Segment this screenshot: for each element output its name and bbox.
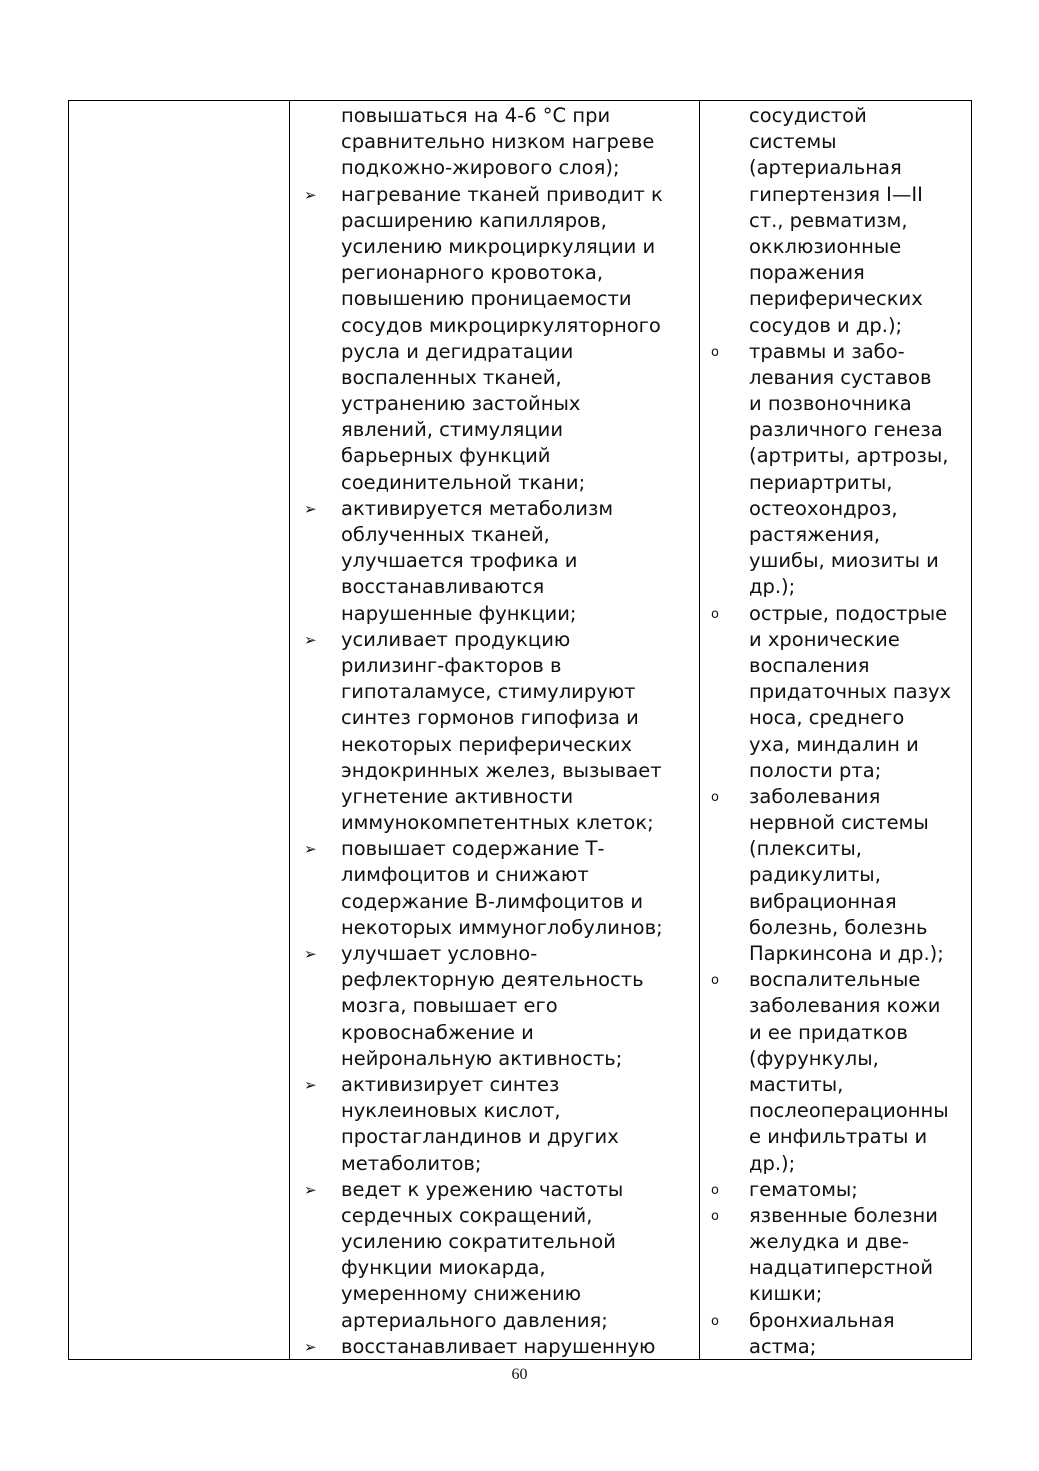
line-text: полости рта; bbox=[749, 758, 882, 782]
text-line bbox=[699, 417, 971, 443]
text-line bbox=[699, 129, 971, 155]
text-line bbox=[699, 758, 971, 784]
text-line bbox=[289, 129, 699, 155]
line-text: явлений, стимуляции bbox=[341, 418, 563, 442]
text-line bbox=[699, 1020, 971, 1046]
arrow-bullet-icon: ➢ bbox=[304, 945, 317, 963]
line-text: ст., ревматизм, bbox=[749, 208, 908, 232]
line-text: (артриты, артрозы, bbox=[749, 444, 949, 468]
text-line bbox=[289, 1098, 699, 1124]
line-text: кровоснабжение и bbox=[341, 1020, 534, 1044]
text-line bbox=[289, 234, 699, 260]
text-line bbox=[289, 417, 699, 443]
text-line bbox=[699, 522, 971, 548]
arrow-bullet-icon: ➢ bbox=[304, 1075, 317, 1094]
text-line bbox=[699, 967, 971, 993]
line-text: устранению застойных bbox=[341, 392, 581, 416]
line-text: подкожно-жирового слоя); bbox=[341, 156, 620, 180]
text-line bbox=[699, 155, 971, 181]
line-text: рефлекторную деятельность bbox=[341, 968, 644, 992]
text-line bbox=[289, 862, 699, 888]
line-text: др.); bbox=[749, 575, 796, 599]
page-number: 60 bbox=[511, 1366, 528, 1383]
text-line bbox=[699, 1334, 971, 1360]
text-line bbox=[699, 1124, 971, 1150]
line-text: гипертензия I—II bbox=[749, 182, 923, 206]
line-text: соединительной ткани; bbox=[341, 470, 586, 494]
text-line bbox=[289, 260, 699, 286]
text-line bbox=[289, 653, 699, 679]
line-text: травмы и забо- bbox=[749, 339, 905, 363]
text-line bbox=[289, 313, 699, 339]
line-text: рилизинг-факторов в bbox=[341, 653, 562, 677]
circle-bullet-icon: o bbox=[711, 344, 719, 360]
text-line bbox=[289, 836, 699, 862]
line-text: мозга, повышает его bbox=[341, 994, 558, 1018]
line-text: ведет к урежению частоты bbox=[341, 1177, 624, 1201]
line-text: нагревание тканей приводит к bbox=[341, 182, 663, 206]
line-text: содержание В-лимфоцитов и bbox=[341, 889, 644, 913]
text-line bbox=[289, 732, 699, 758]
line-text: повышает содержание Т- bbox=[341, 837, 605, 861]
arrow-bullet-icon: ➢ bbox=[304, 499, 317, 518]
line-text: уха, миндалин и bbox=[749, 732, 919, 756]
text-line bbox=[699, 1046, 971, 1072]
line-text: сосудистой bbox=[749, 104, 867, 127]
line-text: простагландинов и других bbox=[341, 1125, 619, 1149]
line-text: послеоперационны bbox=[749, 1099, 949, 1123]
line-text: надцатиперстной bbox=[749, 1256, 933, 1280]
line-text: сосудов и др.); bbox=[749, 313, 903, 337]
circle-bullet-icon: o bbox=[711, 1182, 719, 1198]
line-text: улучшается трофика и bbox=[341, 549, 578, 573]
text-line bbox=[699, 1177, 971, 1203]
line-text: периартриты, bbox=[749, 470, 893, 494]
line-text: гематомы; bbox=[749, 1177, 858, 1201]
text-line bbox=[699, 784, 971, 810]
text-line bbox=[289, 1203, 699, 1229]
text-line bbox=[289, 286, 699, 312]
text-line bbox=[699, 313, 971, 339]
line-text: угнетение активности bbox=[341, 784, 574, 808]
text-line bbox=[699, 496, 971, 522]
text-line bbox=[289, 1255, 699, 1281]
indications-list bbox=[699, 103, 971, 1360]
table-column-empty bbox=[69, 101, 290, 1359]
table-column-indications bbox=[699, 101, 971, 1359]
line-text: активизирует синтез bbox=[341, 1072, 560, 1096]
text-line bbox=[699, 182, 971, 208]
line-text: др.); bbox=[749, 1151, 796, 1175]
line-text: желудка и две- bbox=[749, 1230, 909, 1254]
text-line bbox=[699, 391, 971, 417]
text-line bbox=[699, 339, 971, 365]
text-line bbox=[289, 889, 699, 915]
text-line bbox=[289, 705, 699, 731]
text-line bbox=[699, 810, 971, 836]
line-text: активируется метаболизм bbox=[341, 496, 614, 520]
line-text: повышаться на 4-6 °С при bbox=[341, 104, 611, 127]
text-line bbox=[289, 758, 699, 784]
line-text: различного генеза bbox=[749, 418, 943, 442]
text-line bbox=[699, 1255, 971, 1281]
arrow-bullet-icon: ➢ bbox=[304, 840, 317, 859]
arrow-bullet-icon: ➢ bbox=[304, 630, 317, 649]
line-text: барьерных функций bbox=[341, 444, 551, 468]
text-line bbox=[699, 103, 971, 129]
text-line bbox=[289, 496, 699, 522]
line-text: воспалительные bbox=[749, 968, 921, 992]
text-line bbox=[699, 1281, 971, 1307]
circle-bullet-icon: o bbox=[711, 789, 719, 805]
line-text: острые, подострые bbox=[749, 601, 948, 625]
circle-bullet-icon: o bbox=[711, 973, 719, 989]
text-line bbox=[699, 365, 971, 391]
line-text: периферических bbox=[749, 287, 923, 311]
table-column-effects bbox=[289, 101, 700, 1359]
text-line bbox=[699, 1151, 971, 1177]
line-text: функции миокарда, bbox=[341, 1256, 546, 1280]
line-text: воспаленных тканей, bbox=[341, 365, 562, 389]
line-text: сравнительно низком нагреве bbox=[341, 130, 655, 154]
text-line bbox=[289, 1124, 699, 1150]
text-line bbox=[289, 967, 699, 993]
text-line bbox=[699, 889, 971, 915]
text-line bbox=[289, 574, 699, 600]
line-text: некоторых иммуноглобулинов; bbox=[341, 915, 663, 939]
line-text: лимфоцитов и снижают bbox=[341, 863, 589, 887]
text-line bbox=[699, 470, 971, 496]
line-text: усилению сократительной bbox=[341, 1230, 616, 1254]
line-text: умеренному снижению bbox=[341, 1282, 582, 1306]
text-line bbox=[699, 836, 971, 862]
text-line bbox=[289, 810, 699, 836]
text-line bbox=[289, 1020, 699, 1046]
line-text: носа, среднего bbox=[749, 706, 905, 730]
text-line bbox=[289, 1151, 699, 1177]
line-text: вибрационная bbox=[749, 889, 897, 913]
circle-bullet-icon: o bbox=[711, 1208, 719, 1224]
line-text: поражения bbox=[749, 261, 865, 285]
line-text: язвенные болезни bbox=[749, 1203, 938, 1227]
line-text: некоторых периферических bbox=[341, 732, 633, 756]
line-text: астма; bbox=[749, 1334, 817, 1358]
line-text: улучшает условно- bbox=[341, 942, 538, 965]
line-text: (артериальная bbox=[749, 156, 902, 180]
text-line bbox=[289, 470, 699, 496]
line-text: окклюзионные bbox=[749, 234, 902, 258]
text-line bbox=[289, 103, 699, 129]
text-line bbox=[699, 443, 971, 469]
line-text: (плекситы, bbox=[749, 837, 862, 861]
text-line bbox=[699, 574, 971, 600]
line-text: синтез гормонов гипофиза и bbox=[341, 706, 639, 730]
effects-list bbox=[289, 103, 699, 1360]
text-line bbox=[289, 365, 699, 391]
line-text: усиливает продукцию bbox=[341, 627, 571, 651]
line-text: бронхиальная bbox=[749, 1308, 895, 1332]
text-line bbox=[699, 1229, 971, 1255]
text-line bbox=[289, 679, 699, 705]
text-line bbox=[699, 208, 971, 234]
line-text: сердечных сокращений, bbox=[341, 1203, 593, 1227]
text-line bbox=[699, 260, 971, 286]
text-line bbox=[699, 1072, 971, 1098]
line-text: воспаления bbox=[749, 653, 870, 677]
line-text: системы bbox=[749, 130, 837, 154]
text-line bbox=[699, 941, 971, 967]
text-line bbox=[289, 941, 699, 967]
text-line bbox=[289, 1046, 699, 1072]
line-text: растяжения, bbox=[749, 523, 881, 546]
text-line bbox=[289, 1334, 699, 1360]
line-text: Паркинсона и др.); bbox=[749, 942, 944, 965]
text-line bbox=[289, 548, 699, 574]
text-line bbox=[699, 1098, 971, 1124]
arrow-bullet-icon: ➢ bbox=[304, 1337, 317, 1356]
line-text: нейрональную активность; bbox=[341, 1046, 623, 1070]
line-text: радикулиты, bbox=[749, 863, 881, 887]
line-text: артериального давления; bbox=[341, 1308, 608, 1332]
text-line bbox=[289, 784, 699, 810]
line-text: ушибы, миозиты и bbox=[749, 549, 939, 573]
text-line bbox=[289, 1177, 699, 1203]
line-text: эндокринных желез, вызывает bbox=[341, 758, 662, 782]
text-line bbox=[289, 155, 699, 181]
circle-bullet-icon: o bbox=[711, 606, 719, 622]
arrow-bullet-icon: ➢ bbox=[304, 1180, 317, 1199]
text-line bbox=[289, 1308, 699, 1334]
text-line bbox=[699, 679, 971, 705]
text-line bbox=[699, 601, 971, 627]
text-line bbox=[699, 1308, 971, 1334]
text-line bbox=[289, 627, 699, 653]
text-line bbox=[699, 653, 971, 679]
line-text: восстанавливает нарушенную bbox=[341, 1334, 656, 1358]
text-line bbox=[289, 1072, 699, 1098]
text-line bbox=[289, 915, 699, 941]
line-text: нарушенные функции; bbox=[341, 601, 577, 625]
arrow-bullet-icon: ➢ bbox=[304, 185, 317, 204]
line-text: болезнь, болезнь bbox=[749, 915, 928, 939]
line-text: русла и дегидратации bbox=[341, 339, 574, 363]
line-text: маститы, bbox=[749, 1072, 844, 1096]
line-text: е инфильтраты и bbox=[749, 1125, 928, 1149]
text-line bbox=[289, 443, 699, 469]
text-line bbox=[699, 234, 971, 260]
line-text: метаболитов; bbox=[341, 1151, 482, 1175]
text-line bbox=[699, 915, 971, 941]
text-line bbox=[289, 1229, 699, 1255]
text-line bbox=[699, 286, 971, 312]
text-line bbox=[289, 391, 699, 417]
line-text: нуклеиновых кислот, bbox=[341, 1099, 561, 1123]
line-text: и позвоночника bbox=[749, 392, 912, 416]
text-line bbox=[699, 993, 971, 1019]
line-text: сосудов микроциркуляторного bbox=[341, 313, 661, 337]
text-line bbox=[289, 1281, 699, 1307]
line-text: левания суставов bbox=[749, 365, 932, 389]
line-text: остеохондроз, bbox=[749, 496, 898, 520]
line-text: облученных тканей, bbox=[341, 523, 550, 546]
line-text: и ее придатков bbox=[749, 1020, 908, 1044]
line-text: кишки; bbox=[749, 1282, 823, 1306]
text-line bbox=[289, 182, 699, 208]
circle-bullet-icon: o bbox=[711, 1313, 719, 1329]
line-text: восстанавливаются bbox=[341, 575, 545, 599]
line-text: заболевания кожи bbox=[749, 994, 941, 1018]
text-line bbox=[699, 627, 971, 653]
text-line bbox=[699, 548, 971, 574]
text-line bbox=[289, 601, 699, 627]
content-table bbox=[68, 100, 972, 1360]
text-line bbox=[699, 862, 971, 888]
text-line bbox=[289, 993, 699, 1019]
line-text: заболевания bbox=[749, 784, 881, 808]
text-line bbox=[289, 339, 699, 365]
text-line bbox=[289, 208, 699, 234]
line-text: регионарного кровотока, bbox=[341, 261, 604, 285]
line-text: усилению микроциркуляции и bbox=[341, 234, 656, 258]
line-text: нервной системы bbox=[749, 811, 929, 835]
text-line bbox=[699, 732, 971, 758]
line-text: повышению проницаемости bbox=[341, 287, 632, 311]
line-text: (фурункулы, bbox=[749, 1046, 879, 1070]
line-text: придаточных пазух bbox=[749, 680, 952, 704]
line-text: и хронические bbox=[749, 627, 900, 651]
text-line bbox=[289, 522, 699, 548]
text-line bbox=[699, 705, 971, 731]
line-text: гипоталамусе, стимулируют bbox=[341, 680, 636, 704]
line-text: иммунокомпетентных клеток; bbox=[341, 811, 654, 835]
line-text: расширению капилляров, bbox=[341, 208, 607, 232]
text-line bbox=[699, 1203, 971, 1229]
